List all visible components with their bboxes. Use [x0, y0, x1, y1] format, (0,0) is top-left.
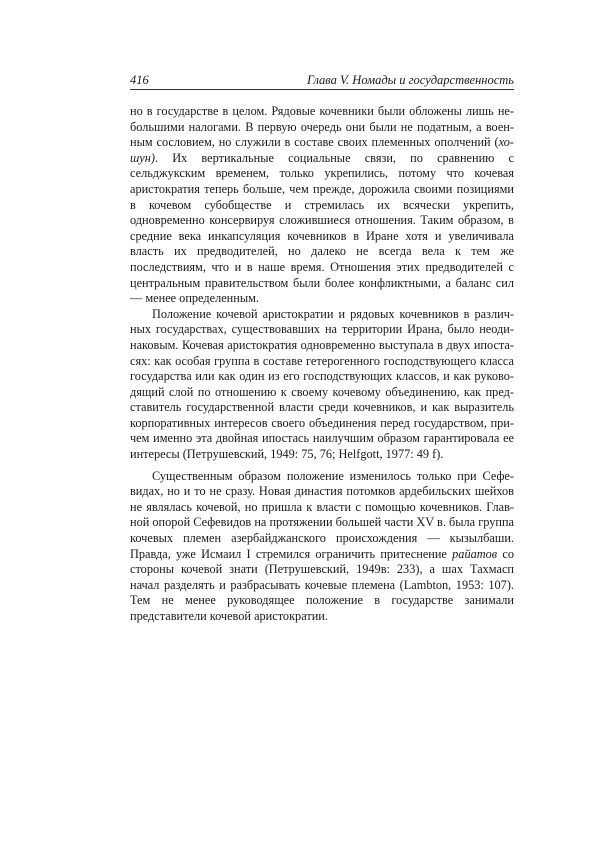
- paragraph-3-run-3: со стороны кочевой знати (Петрушевский, 1949в: 233), а шах Тахмасп начал разделять и разбрасывать кочевые племена (Lambton, 1953: 107). Тем не менее руководящее положение в государстве занимали представители кочевой аристократии.: [130, 546, 514, 623]
- page-body: [130, 104, 514, 625]
- paragraph-1-italic-term: хошун): [130, 135, 514, 165]
- running-header: [130, 68, 514, 88]
- paragraph-3: [130, 469, 514, 625]
- paragraph-2: [130, 307, 514, 463]
- running-title: Глава V. Номады и государственность: [307, 73, 514, 87]
- header-rule: [130, 89, 514, 90]
- paragraph-1-run-1: но в государстве в целом. Рядовые кочевники были обложены лишь небольшими налогами. В первую очередь они были не податным, а военным сословием, но служили в составе своих племенных ополчений (: [130, 104, 514, 150]
- page-number: 416: [130, 73, 149, 87]
- paragraph-2-run-1: Положение кочевой аристократии и рядовых кочевников в различных государствах, существовавших на территории Ирана, было неодинаковым. Кочевая аристократия одновременно выступала в двух ипостасях: как особая группа в составе гетерогенного господствующего класса государства или как один из его господствующих классов, и как руководящий слой по отношению к своему кочевому объединению, как представитель государственной власти среди кочевников, и как выразитель корпоративных интересов своего объединения перед государством, причем именно эта двойная ипостась наилучшим образом гарантировала ее интересы (Петрушевский, 1949: 75, 76; Helfgott, 1977: 49 f).: [130, 306, 514, 462]
- paragraph-3-italic-term: райатов: [452, 546, 498, 561]
- paragraph-1-run-3: . Их вертикальные социальные связи, по сравнению с сельджукским временем, только укрепились, потому что кочевая аристократия теперь больше, чем прежде, дорожила своими позициями в кочевом субобществе и стремилась их всячески укрепить, одновременно консервируя сложившиеся отношения. Таким образом, в средние века инкапсуляция кочевников в Иране хотя и увеличивала власть их предводителей, но далеко не всегда вела к тем же последствиям, что и в наше время. Отношения этих предводителей с центральным правительством были более конфликтными, а баланс сил — менее определенным.: [130, 150, 514, 306]
- paragraph-3-run-1: Существенным образом положение изменилось только при Сефевидах, но и то не сразу. Новая династия потомков ардебильских шейхов не являлась кочевой, но пришла к власти с помощью кочевников. Главной опорой Сефевидов на протяжении большей части XV в. была группа кочевых племен азербайджанского происхождения — кызылбаши. Правда, уже Исмаил I стремился ограничить притеснение: [130, 468, 514, 561]
- paragraph-1: [130, 104, 514, 307]
